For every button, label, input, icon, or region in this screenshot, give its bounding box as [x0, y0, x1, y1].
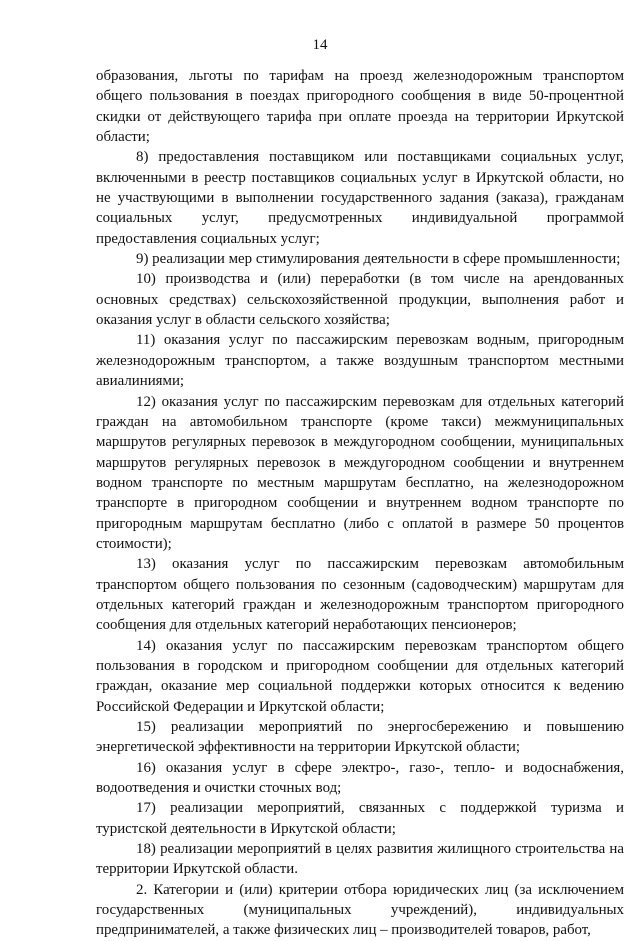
paragraph-item-14: 14) оказания услуг по пассажирским перевозкам транспортом общего пользования в городском и пригородном сообщении для отдельных категорий граждан, оказание мер социальной поддержки которых относится к ведению Российской Федерации и Иркутской области;	[96, 637, 624, 715]
paragraph-item-16: 16) оказания услуг в сфере электро-, газо-, тепло- и водоснабжения, водоотведения и очистки сточных вод;	[96, 759, 624, 797]
paragraph-item-15: 15) реализации мероприятий по энергосбережению и повышению энергетической эффективности на территории Иркутской области;	[96, 719, 624, 756]
paragraph-item-18: 18) реализации мероприятий в целях развития жилищного строительства на территории Иркутской области.	[96, 841, 624, 878]
paragraph-item-8: 8) предоставления поставщиком или поставщиками социальных услуг, включенными в реестр поставщиков социальных услуг в Иркутской области, но не участвующими в выполнении государственного задания (заказа), гражданам социальных услуг, предусмотренных индивидуальной программой предоставления социальных услуг;	[96, 149, 624, 247]
paragraph-continued: образования, льготы по тарифам на проезд железнодорожным транспортом общего пользования в поездах пригородного сообщения в виде 50-процентной скидки от действующего тарифа при оплате проезда на территории Иркутской области;	[96, 68, 624, 146]
paragraph-item-9: 9) реализации мер стимулирования деятельности в сфере промышленности;	[136, 251, 621, 268]
paragraph-item-12: 12) оказания услуг по пассажирским перевозкам для отдельных категорий граждан на автомобильном транспорте (кроме такси) межмуниципальных маршрутов регулярных перевозок в междугородном сообщении, муниципальных маршрутов регулярных перевозок в междугородном сообщении и внутреннем водном транспорте по местным маршрутам бесплатно, на железнодорожном транспорте в пригородном сообщении и внутреннем водном транспорте по пригородным маршрутам бесплатно (либо с оплатой в размере 50 процентов стоимости);	[96, 393, 624, 552]
paragraph-item-10: 10) производства и (или) переработки (в том числе на арендованных основных средствах) сельскохозяйственной продукции, выполнения работ и оказания услуг в области сельского хозяйства;	[96, 271, 624, 329]
paragraph-section-2: 2. Категории и (или) критерии отбора юридических лиц (за исключением государственных (муниципальных учреждений), индивидуальных предпринимателей, а также физических лиц – производителей товаров, работ,	[96, 881, 624, 939]
page-number: 14	[312, 37, 328, 53]
paragraph-item-11: 11) оказания услуг по пассажирским перевозкам водным, пригородным железнодорожным транспортом, а также воздушным транспортом местными авиалиниями;	[96, 332, 624, 390]
document-body	[96, 66, 624, 941]
paragraph-item-13: 13) оказания услуг по пассажирским перевозкам автомобильным транспортом общего пользования по сезонным (садоводческим) маршрутам для отдельных категорий граждан и железнодорожным транспортом пригородного сообщения для отдельных категорий неработающих пенсионеров;	[96, 556, 624, 634]
paragraph-item-17: 17) реализации мероприятий, связанных с поддержкой туризма и туристской деятельности в Иркутской области;	[96, 800, 624, 837]
